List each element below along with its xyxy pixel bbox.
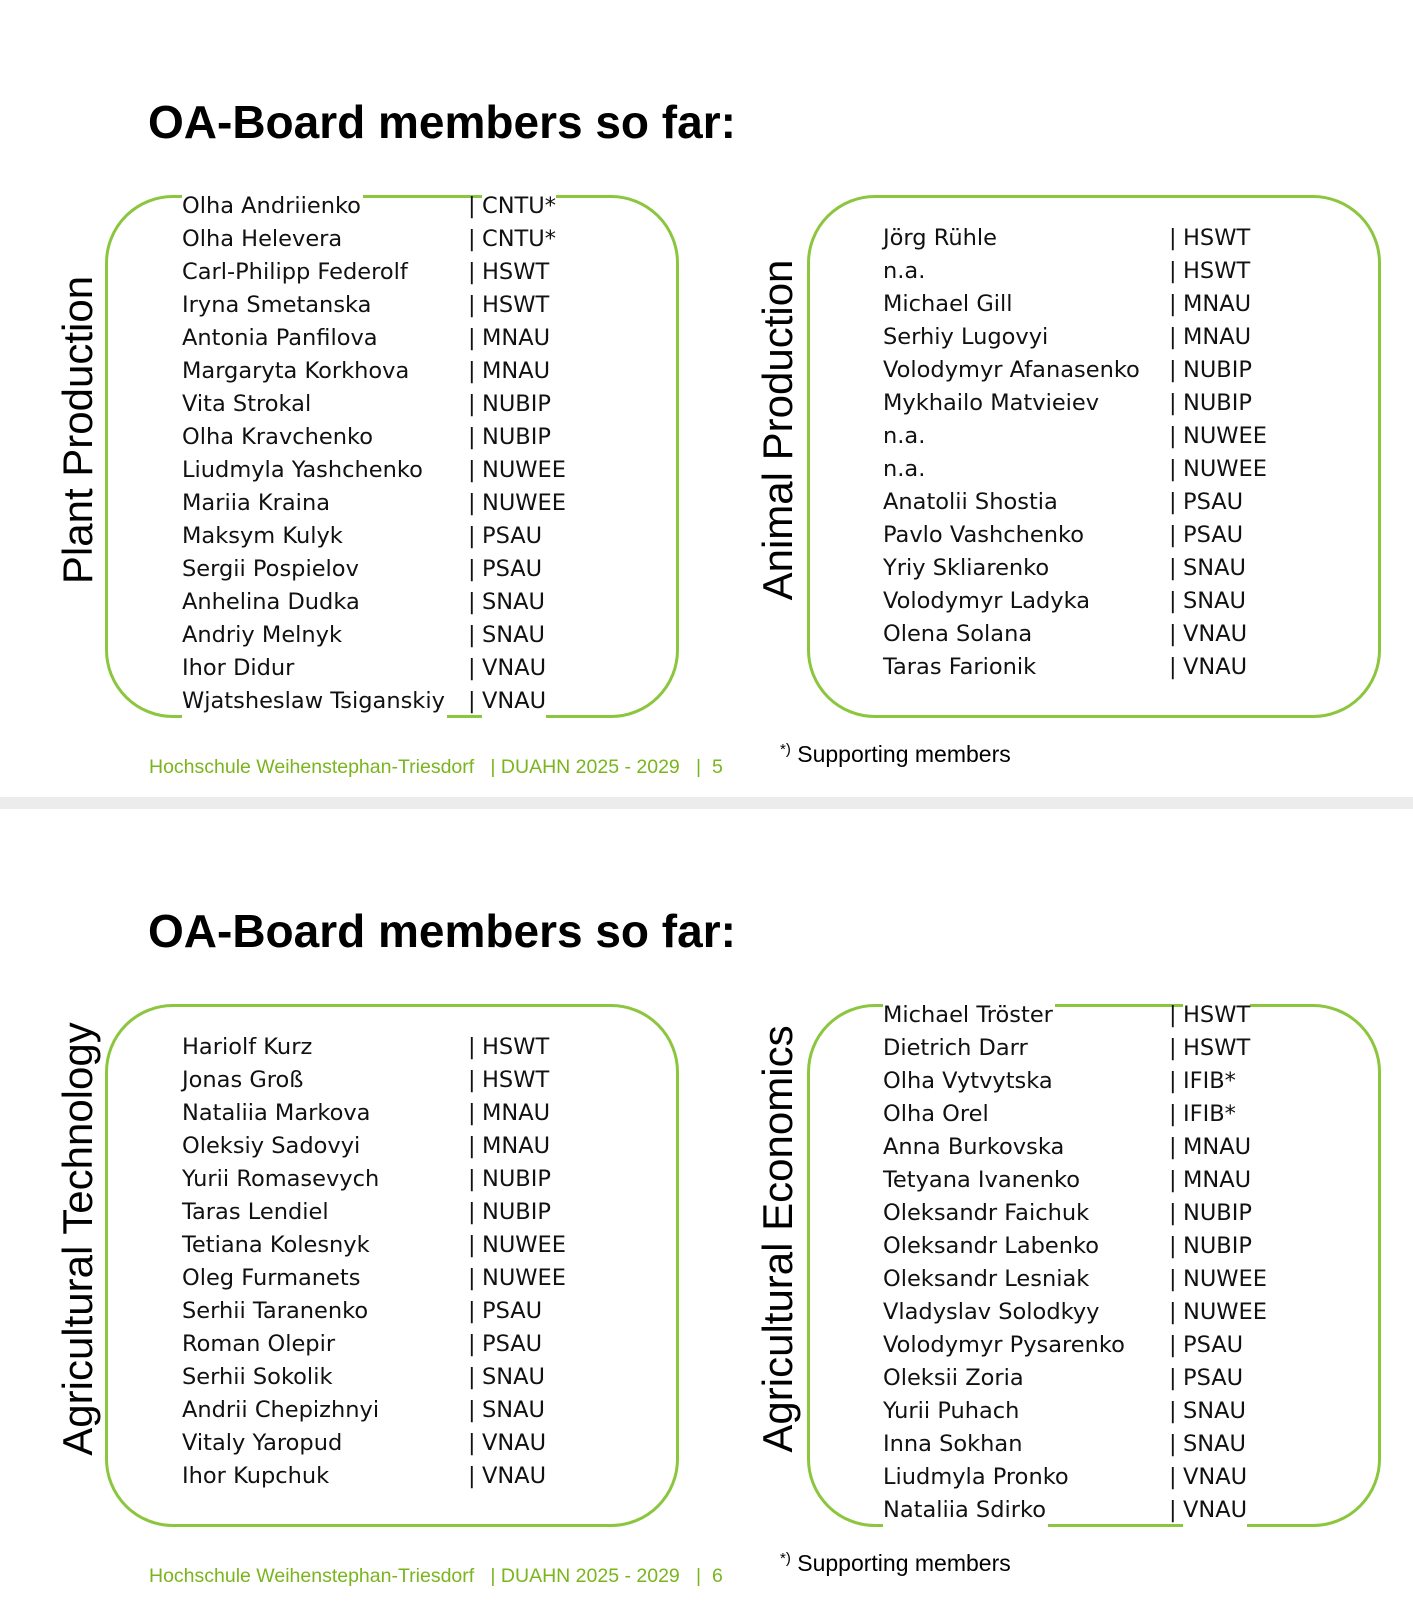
member-row: [182, 1361, 602, 1394]
member-name: Yurii Puhach: [883, 1395, 1021, 1428]
member-name: Hariolf Kurz: [182, 1031, 314, 1064]
slide-footer: Hochschule Weihenstephan-Triesdorf | DUAHN 2025 - 2029 | 6: [149, 1565, 723, 1587]
slide-page-6: [0, 809, 1413, 1606]
member-row: [883, 255, 1303, 288]
column-divider: |: [1169, 1002, 1177, 1028]
member-name: Ihor Kupchuk: [182, 1460, 331, 1493]
member-row: [883, 321, 1303, 354]
footer-org: Hochschule Weihenstephan-Triesdorf: [149, 1565, 475, 1587]
member-institution: CNTU*: [482, 223, 556, 256]
member-name: Mykhailo Matvieiev: [883, 387, 1101, 420]
member-institution: CNTU*: [482, 190, 556, 223]
member-name: Oleksandr Faichuk: [883, 1197, 1091, 1230]
column-divider: |: [468, 1034, 476, 1060]
member-institution: SNAU: [1183, 1395, 1246, 1428]
member-row: [182, 355, 602, 388]
column-divider: |: [468, 424, 476, 450]
member-name: Olha Kravchenko: [182, 421, 375, 454]
member-name: Tetyana Ivanenko: [883, 1164, 1082, 1197]
column-divider: |: [468, 325, 476, 351]
member-row: [883, 354, 1303, 387]
member-row: [883, 1296, 1303, 1329]
column-divider: |: [1169, 1200, 1177, 1226]
member-name: Olena Solana: [883, 618, 1034, 651]
member-list-agricultural-economics: [883, 999, 1303, 1527]
member-institution: VNAU: [482, 1427, 546, 1460]
member-institution: HSWT: [482, 289, 549, 322]
member-name: Taras Farionik: [883, 651, 1038, 684]
member-name: Wjatsheslaw Tsiganskiy: [182, 685, 447, 718]
column-divider: |: [1169, 1233, 1177, 1259]
member-institution: NUBIP: [482, 1196, 551, 1229]
member-row: [883, 486, 1303, 519]
member-institution: NUBIP: [1183, 354, 1252, 387]
member-institution: NUBIP: [482, 388, 551, 421]
member-institution: NUWEE: [1183, 453, 1267, 486]
member-name: Oleksandr Labenko: [883, 1230, 1101, 1263]
column-divider: |: [468, 259, 476, 285]
member-institution: VNAU: [1183, 618, 1247, 651]
column-divider: |: [468, 688, 476, 714]
member-name: Margaryta Korkhova: [182, 355, 411, 388]
member-row: [182, 1262, 602, 1295]
member-institution: NUWEE: [1183, 1296, 1267, 1329]
member-row: [182, 1130, 602, 1163]
slide-title: OA-Board members so far:: [148, 905, 736, 957]
member-institution: HSWT: [482, 1031, 549, 1064]
member-list-animal-production: [883, 222, 1303, 684]
column-divider: |: [1169, 390, 1177, 416]
column-divider: |: [1169, 1431, 1177, 1457]
column-divider: |: [468, 1232, 476, 1258]
column-divider: |: [1169, 1167, 1177, 1193]
member-row: [182, 1460, 602, 1493]
column-divider: |: [1169, 522, 1177, 548]
member-institution: NUBIP: [482, 1163, 551, 1196]
member-institution: NUBIP: [1183, 1197, 1252, 1230]
member-name: Sergii Pospielov: [182, 553, 361, 586]
member-row: [883, 618, 1303, 651]
group-label-plant-production: Plant Production: [54, 275, 101, 585]
member-name: Volodymyr Afanasenko: [883, 354, 1142, 387]
page-separator: [0, 797, 1413, 809]
column-divider: |: [468, 523, 476, 549]
member-name: Michael Gill: [883, 288, 1015, 321]
column-divider: |: [468, 655, 476, 681]
column-divider: |: [1169, 489, 1177, 515]
column-divider: |: [1169, 324, 1177, 350]
member-name: Serhiy Lugovyi: [883, 321, 1050, 354]
member-institution: HSWT: [1183, 1032, 1250, 1065]
column-divider: |: [1169, 291, 1177, 317]
group-label-agricultural-economics: Agricultural Economics: [754, 1025, 801, 1453]
member-institution: VNAU: [482, 652, 546, 685]
member-row: [182, 454, 602, 487]
member-row: [182, 1328, 602, 1361]
member-row: [883, 1131, 1303, 1164]
column-divider: |: [468, 1397, 476, 1423]
member-row: [182, 1427, 602, 1460]
column-divider: |: [468, 1364, 476, 1390]
column-divider: |: [468, 1430, 476, 1456]
member-institution: PSAU: [1183, 1329, 1243, 1362]
member-name: Maksym Kulyk: [182, 520, 345, 553]
footer-project: DUAHN 2025 - 2029: [500, 1565, 680, 1587]
member-name: Oleksiy Sadovyi: [182, 1130, 362, 1163]
member-institution: SNAU: [482, 619, 545, 652]
group-label-agricultural-technology: Agricultural Technology: [54, 1022, 101, 1456]
member-row: [883, 1395, 1303, 1428]
member-name: Andrii Chepizhnyi: [182, 1394, 381, 1427]
member-name: Olha Andriienko: [182, 190, 363, 223]
member-row: [883, 222, 1303, 255]
member-name: n.a.: [883, 255, 927, 288]
member-row: [883, 552, 1303, 585]
member-row: [883, 1230, 1303, 1263]
column-divider: |: [468, 1331, 476, 1357]
column-divider: |: [468, 1463, 476, 1489]
member-name: Pavlo Vashchenko: [883, 519, 1086, 552]
member-row: [182, 1064, 602, 1097]
column-divider: |: [1169, 654, 1177, 680]
member-name: Serhii Sokolik: [182, 1361, 334, 1394]
member-row: [182, 1163, 602, 1196]
member-institution: HSWT: [482, 1064, 549, 1097]
member-name: Liudmyla Pronko: [883, 1461, 1071, 1494]
member-name: Olha Helevera: [182, 223, 344, 256]
member-name: Michael Tröster: [883, 999, 1055, 1032]
slide-footer: Hochschule Weihenstephan-Triesdorf | DUAHN 2025 - 2029 | 5: [149, 756, 723, 778]
member-institution: SNAU: [482, 586, 545, 619]
member-institution: IFIB*: [1183, 1065, 1236, 1098]
column-divider: |: [1169, 1464, 1177, 1490]
member-name: Serhii Taranenko: [182, 1295, 370, 1328]
column-divider: |: [468, 193, 476, 219]
member-row: [182, 256, 602, 289]
member-name: Volodymyr Pysarenko: [883, 1329, 1127, 1362]
column-divider: |: [468, 1166, 476, 1192]
member-row: [182, 520, 602, 553]
member-name: Yriy Skliarenko: [883, 552, 1051, 585]
member-name: Anhelina Dudka: [182, 586, 362, 619]
member-institution: SNAU: [1183, 585, 1246, 618]
member-row: [182, 1394, 602, 1427]
member-row: [182, 487, 602, 520]
member-row: [182, 388, 602, 421]
member-institution: NUWEE: [1183, 420, 1267, 453]
member-row: [883, 288, 1303, 321]
column-divider: |: [468, 391, 476, 417]
member-institution: VNAU: [482, 685, 546, 718]
note-mark: *): [780, 741, 791, 758]
member-row: [883, 999, 1303, 1032]
member-institution: SNAU: [482, 1361, 545, 1394]
member-institution: NUWEE: [482, 1262, 566, 1295]
column-divider: |: [468, 457, 476, 483]
column-divider: |: [468, 1133, 476, 1159]
member-row: [182, 1229, 602, 1262]
member-institution: VNAU: [1183, 651, 1247, 684]
member-row: [883, 519, 1303, 552]
member-institution: PSAU: [1183, 486, 1243, 519]
member-row: [883, 1098, 1303, 1131]
member-institution: PSAU: [1183, 1362, 1243, 1395]
note-mark: *): [780, 1550, 791, 1567]
member-name: Olha Vytvytska: [883, 1065, 1055, 1098]
member-name: Vladyslav Solodkyy: [883, 1296, 1101, 1329]
member-name: Mariia Kraina: [182, 487, 332, 520]
member-name: Nataliia Sdirko: [883, 1494, 1048, 1527]
member-institution: VNAU: [482, 1460, 546, 1493]
member-row: [883, 1197, 1303, 1230]
member-row: [182, 652, 602, 685]
member-row: [182, 586, 602, 619]
member-row: [883, 453, 1303, 486]
column-divider: |: [1169, 555, 1177, 581]
member-name: Liudmyla Yashchenko: [182, 454, 425, 487]
footer-page-number: 5: [711, 756, 723, 778]
member-institution: MNAU: [1183, 321, 1251, 354]
member-name: Jonas Groß: [182, 1064, 305, 1097]
member-institution: VNAU: [1183, 1494, 1247, 1527]
member-name: Antonia Panfilova: [182, 322, 380, 355]
note-text: Supporting members: [797, 741, 1011, 767]
member-name: Ihor Didur: [182, 652, 296, 685]
member-row: [883, 1362, 1303, 1395]
member-institution: SNAU: [1183, 1428, 1246, 1461]
member-list-plant-production: [182, 190, 602, 718]
member-institution: HSWT: [1183, 255, 1250, 288]
slide-page-5: [0, 0, 1413, 797]
column-divider: |: [1169, 1299, 1177, 1325]
member-row: [883, 387, 1303, 420]
supporting-members-note: [780, 1545, 1011, 1577]
member-name: Oleg Furmanets: [182, 1262, 362, 1295]
member-row: [883, 1032, 1303, 1065]
member-row: [182, 1097, 602, 1130]
column-divider: |: [1169, 1101, 1177, 1127]
member-name: Dietrich Darr: [883, 1032, 1030, 1065]
member-name: Volodymyr Ladyka: [883, 585, 1092, 618]
member-institution: NUBIP: [1183, 1230, 1252, 1263]
column-divider: |: [1169, 1365, 1177, 1391]
member-row: [883, 1494, 1303, 1527]
column-divider: |: [468, 1100, 476, 1126]
member-row: [883, 651, 1303, 684]
member-name: Andriy Melnyk: [182, 619, 344, 652]
column-divider: |: [1169, 1266, 1177, 1292]
member-name: Anatolii Shostia: [883, 486, 1060, 519]
column-divider: |: [468, 1067, 476, 1093]
column-divider: |: [468, 589, 476, 615]
column-divider: |: [468, 358, 476, 384]
member-institution: PSAU: [482, 1295, 542, 1328]
member-institution: HSWT: [1183, 999, 1250, 1032]
column-divider: |: [1169, 357, 1177, 383]
member-row: [883, 1461, 1303, 1494]
member-name: Oleksii Zoria: [883, 1362, 1026, 1395]
column-divider: |: [1169, 1332, 1177, 1358]
member-institution: SNAU: [482, 1394, 545, 1427]
member-name: Yurii Romasevych: [182, 1163, 381, 1196]
member-name: n.a.: [883, 420, 927, 453]
slide-title: OA-Board members so far:: [148, 96, 736, 148]
member-institution: HSWT: [482, 256, 549, 289]
member-row: [883, 1065, 1303, 1098]
supporting-members-note: [780, 736, 1011, 768]
member-name: Taras Lendiel: [182, 1196, 331, 1229]
member-institution: PSAU: [482, 520, 542, 553]
member-institution: MNAU: [1183, 1131, 1251, 1164]
member-name: Carl-Philipp Federolf: [182, 256, 410, 289]
column-divider: |: [468, 556, 476, 582]
member-institution: NUWEE: [1183, 1263, 1267, 1296]
member-row: [182, 289, 602, 322]
column-divider: |: [1169, 258, 1177, 284]
member-row: [883, 1263, 1303, 1296]
member-institution: NUBIP: [482, 421, 551, 454]
member-institution: MNAU: [482, 355, 550, 388]
member-name: Roman Olepir: [182, 1328, 337, 1361]
member-row: [182, 190, 602, 223]
member-row: [182, 322, 602, 355]
member-name: Inna Sokhan: [883, 1428, 1024, 1461]
member-row: [182, 1031, 602, 1064]
member-name: Nataliia Markova: [182, 1097, 372, 1130]
column-divider: |: [1169, 1068, 1177, 1094]
member-institution: PSAU: [1183, 519, 1243, 552]
member-institution: NUWEE: [482, 454, 566, 487]
member-name: Iryna Smetanska: [182, 289, 373, 322]
member-row: [883, 585, 1303, 618]
member-institution: PSAU: [482, 1328, 542, 1361]
column-divider: |: [468, 1199, 476, 1225]
column-divider: |: [1169, 1035, 1177, 1061]
column-divider: |: [468, 292, 476, 318]
member-name: Jörg Rühle: [883, 222, 999, 255]
member-institution: MNAU: [482, 1130, 550, 1163]
member-name: Olha Orel: [883, 1098, 991, 1131]
column-divider: |: [1169, 456, 1177, 482]
member-institution: MNAU: [482, 1097, 550, 1130]
column-divider: |: [468, 1265, 476, 1291]
member-institution: SNAU: [1183, 552, 1246, 585]
member-institution: MNAU: [1183, 1164, 1251, 1197]
column-divider: |: [1169, 423, 1177, 449]
member-row: [182, 223, 602, 256]
footer-project: DUAHN 2025 - 2029: [500, 756, 680, 778]
member-name: Anna Burkovska: [883, 1131, 1066, 1164]
column-divider: |: [1169, 1497, 1177, 1523]
column-divider: |: [468, 490, 476, 516]
column-divider: |: [1169, 1134, 1177, 1160]
member-institution: HSWT: [1183, 222, 1250, 255]
column-divider: |: [468, 226, 476, 252]
member-row: [883, 1164, 1303, 1197]
member-institution: IFIB*: [1183, 1098, 1236, 1131]
member-institution: MNAU: [1183, 288, 1251, 321]
member-name: Vita Strokal: [182, 388, 313, 421]
member-row: [182, 421, 602, 454]
member-name: Oleksandr Lesniak: [883, 1263, 1091, 1296]
member-row: [883, 420, 1303, 453]
member-row: [883, 1329, 1303, 1362]
group-label-animal-production: Animal Production: [754, 259, 801, 601]
member-institution: PSAU: [482, 553, 542, 586]
member-institution: VNAU: [1183, 1461, 1247, 1494]
member-list-agricultural-technology: [182, 1031, 602, 1493]
column-divider: |: [1169, 621, 1177, 647]
member-row: [182, 1295, 602, 1328]
member-institution: NUBIP: [1183, 387, 1252, 420]
column-divider: |: [1169, 1398, 1177, 1424]
member-institution: NUWEE: [482, 1229, 566, 1262]
member-row: [182, 1196, 602, 1229]
member-name: Vitaly Yaropud: [182, 1427, 344, 1460]
member-row: [182, 619, 602, 652]
member-institution: MNAU: [482, 322, 550, 355]
member-row: [883, 1428, 1303, 1461]
column-divider: |: [468, 1298, 476, 1324]
column-divider: |: [468, 622, 476, 648]
footer-page-number: 6: [711, 1565, 723, 1587]
member-name: Tetiana Kolesnyk: [182, 1229, 372, 1262]
note-text: Supporting members: [797, 1550, 1011, 1576]
member-institution: NUWEE: [482, 487, 566, 520]
column-divider: |: [1169, 588, 1177, 614]
member-row: [182, 553, 602, 586]
member-row: [182, 685, 602, 718]
footer-org: Hochschule Weihenstephan-Triesdorf: [149, 756, 475, 778]
column-divider: |: [1169, 225, 1177, 251]
member-name: n.a.: [883, 453, 927, 486]
